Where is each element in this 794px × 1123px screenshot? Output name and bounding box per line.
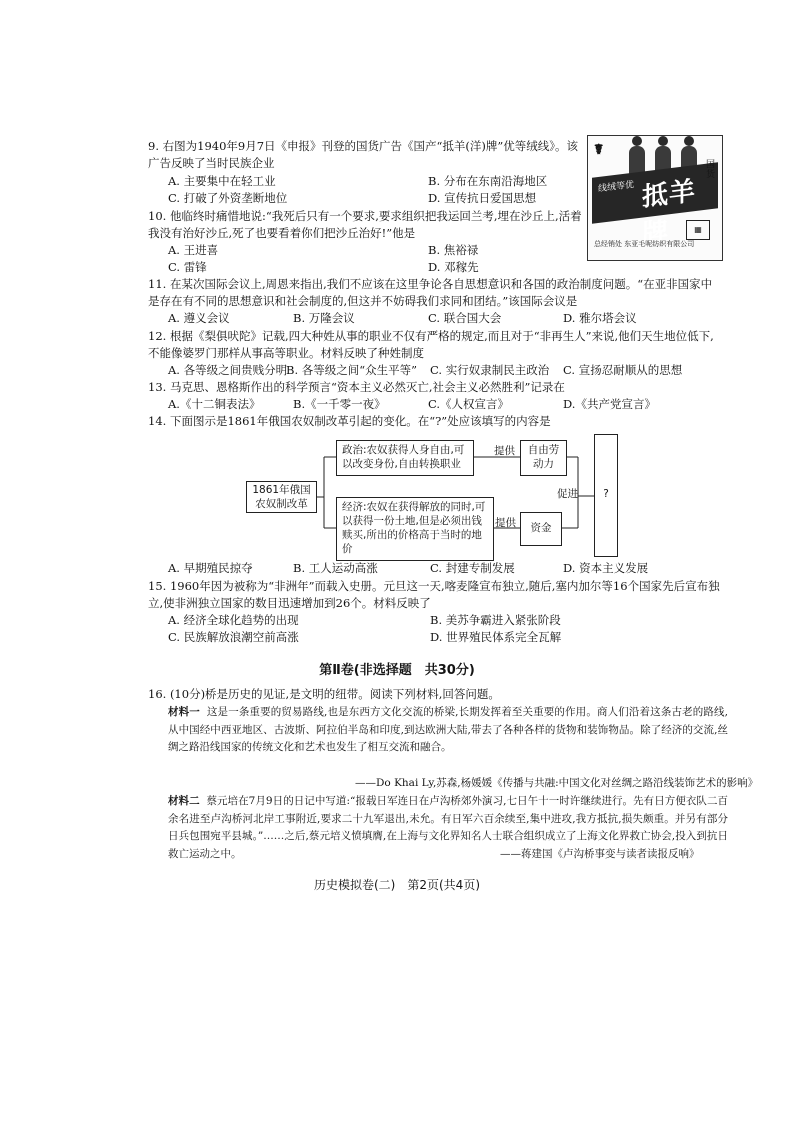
ad-vertical-text: 国货 [706, 160, 716, 180]
q11-option-a[interactable]: A. 遵义会议 [168, 311, 230, 325]
page-footer: 历史模拟卷(二) 第2页(共4页) [314, 878, 480, 892]
material-1-source: ——Do Khai Ly,苏森,杨媛媛《传播与共融:中国文化对丝绸之路沿线装饰艺术的影响》 [355, 777, 759, 789]
q14-option-d[interactable]: D. 资本主义发展 [563, 561, 649, 575]
q11-option-d[interactable]: D. 雅尔塔会议 [563, 311, 637, 325]
material-1-label: 材料一 [168, 706, 200, 718]
section-2-heading: 第Ⅱ卷(非选择题 共30分) [319, 663, 475, 678]
q13-option-b[interactable]: B.《一千零一夜》 [293, 397, 386, 411]
diagram-labor-box [520, 440, 567, 476]
q13-option-d[interactable]: D.《共产党宣言》 [563, 397, 656, 411]
q13-option-a[interactable]: A.《十二铜表法》 [168, 397, 261, 411]
material-2-label: 材料二 [168, 795, 200, 807]
q15-option-c[interactable]: C. 民族解放浪潮空前高涨 [168, 630, 299, 644]
material-1 [168, 704, 728, 757]
material-2-source: ——蒋建国《卢沟桥事变与读者读报反响》 [500, 848, 700, 860]
question-12-stem: 12. 根据《梨俱吠陀》记载,四大种姓从事的职业不仅有严格的规定,而且对于“非再生人”来说,他们天生地位低下,不能像婆罗门那样从事高等职业。材料反映了种姓制度 [148, 329, 714, 360]
question-10-stem: 10. 他临终时痛惜地说:“我死后只有一个要求,要求组织把我运回兰考,埋在沙丘上,活着我没有治好沙丘,死了也要看着你们把沙丘治好!”他是 [148, 209, 582, 240]
q11-option-c[interactable]: C. 联合国大会 [428, 311, 502, 325]
q12-option-b[interactable]: B. 各等级之间“众生平等” [286, 363, 418, 377]
q12-option-d[interactable]: C. 宣扬忍耐顺从的思想 [563, 363, 683, 377]
diagram-result-text: ? [603, 488, 609, 500]
q14-option-c[interactable]: C. 封建专制发展 [430, 561, 515, 575]
material-2-text: 蔡元培在7月9日的日记中写道:“报载日军连日在卢沟桥郊外演习,七日午十一时许继续进行。先有日方便衣队二百余名进至卢沟桥河北岸工事附近,要求二十九军退出,未允。有日军六百余续至,集中进攻,我方抵抗,损失颇重。并另有部分日兵包围宛平县城。”……之后,蔡元培义愤填膺,在上海与文化界知名人士联合组织成立了上海文化界救亡协会,投入到抗日救亡运动之中。 [168, 795, 728, 860]
ad-footer: 总经销处 东亚毛呢纺织有限公司 [594, 240, 695, 248]
q9-option-c[interactable]: C. 打破了外资垄断地位 [168, 191, 288, 205]
ad-stamp-icon: ▦ [686, 220, 710, 240]
diagram-result-box [594, 434, 618, 557]
diagram-root-text: 1861年俄国农奴制改革 [252, 484, 311, 510]
q9-option-b[interactable]: B. 分布在东南沿海地区 [428, 174, 548, 188]
diagram-capital-text: 资金 [530, 522, 552, 534]
q10-option-b[interactable]: B. 焦裕禄 [428, 243, 479, 257]
diagram-labor-text: 自由劳动力 [527, 444, 560, 470]
q9-option-d[interactable]: D. 宣传抗日爱国思想 [428, 191, 537, 205]
q11-option-b[interactable]: B. 万隆会议 [293, 311, 355, 325]
diagram-politics-text: 政治:农奴获得人身自由,可以改变身份,自由转换职业 [342, 444, 465, 470]
diagram-politics-box [336, 440, 474, 476]
question-9-stem: 9. 右图为1940年9月7日《申报》刊登的国货广告《国产“抵羊(洋)牌”优等绒线》。该广告反映了当时民族企业 [148, 139, 579, 170]
question-14-stem: 14. 下面图示是1861年俄国农奴制改革引起的变化。在“?”处应该填写的内容是 [148, 414, 551, 428]
q13-option-c[interactable]: C.《人权宣言》 [428, 397, 510, 411]
question-11-stem: 11. 在某次国际会议上,周恩来指出,我们不应该在这里争论各自思想意识和各国的政治制度问题。“在亚非国家中是存在有不同的思想意识和社会制度的,但这并不妨碍我们求同和团结。”该国际会议是 [148, 277, 713, 308]
diagram-capital-box [520, 512, 562, 546]
q14-option-b[interactable]: B. 工人运动高涨 [293, 561, 378, 575]
q12-option-c[interactable]: C. 实行奴隶制民主政治 [430, 363, 550, 377]
q12-option-a[interactable]: A. 各等级之间贵贱分明 [168, 363, 288, 377]
q9-option-a[interactable]: A. 主要集中在轻工业 [168, 174, 276, 188]
diagram-provide-label-2: 提供 [495, 517, 516, 529]
q10-option-a[interactable]: A. 王进喜 [168, 243, 219, 257]
q15-option-a[interactable]: A. 经济全球化趋势的出现 [168, 613, 299, 627]
question-14-options [168, 560, 728, 577]
ad-left-text: 线绒等优 [598, 180, 635, 195]
question-13-stem: 13. 马克思、恩格斯作出的科学预言“资本主义必然灭亡,社会主义必然胜利”记录在 [148, 380, 565, 394]
sheep-logo-icon: ☤ [594, 142, 604, 158]
question-15-stem: 15. 1960年因为被称为“非洲年”而载入史册。元旦这一天,喀麦隆宣布独立,随后,塞内加尔等16个国家先后宣布独立,使非洲独立国家的数目迅速增加到26个。材料反映了 [148, 579, 720, 610]
question-15-options-row2 [168, 629, 728, 646]
q10-option-d[interactable]: D. 邓稼先 [428, 260, 479, 274]
diagram-promote-label: 促进 [557, 488, 578, 500]
q15-option-b[interactable]: B. 美苏争霸进入紧张阶段 [430, 613, 561, 627]
diagram-economy-box [336, 497, 494, 561]
q15-option-d[interactable]: D. 世界殖民体系完全瓦解 [430, 630, 562, 644]
material-1-text: 这是一条重要的贸易路线,也是东西方文化交流的桥梁,长期发挥着至关重要的作用。商人们沿着这条古老的路线,从中国经中西亚地区、古波斯、阿拉伯半岛和印度,到达欧洲大陆,带去了各种各样的货物和装饰物品。除了经济的交流,丝绸之路沿线国家的传统文化和艺术也发生了相互交流和融合。 [168, 706, 729, 753]
q10-option-c[interactable]: C. 雷锋 [168, 260, 207, 274]
q14-option-a[interactable]: A. 早期殖民掠夺 [168, 561, 253, 575]
diagram-economy-text: 经济:农奴在获得解放的同时,可以获得一份土地,但是必须出钱赎买,所出的价格高于当时的地价 [342, 501, 486, 555]
diagram-root-box [246, 481, 317, 513]
question-15-options-row1 [168, 612, 728, 629]
question-16-stem: 16. (10分)桥是历史的见证,是文明的纽带。阅读下列材料,回答问题。 [148, 687, 500, 701]
diagram-provide-label-1: 提供 [494, 445, 515, 457]
ad-brand: 抵羊牌 [642, 176, 697, 250]
